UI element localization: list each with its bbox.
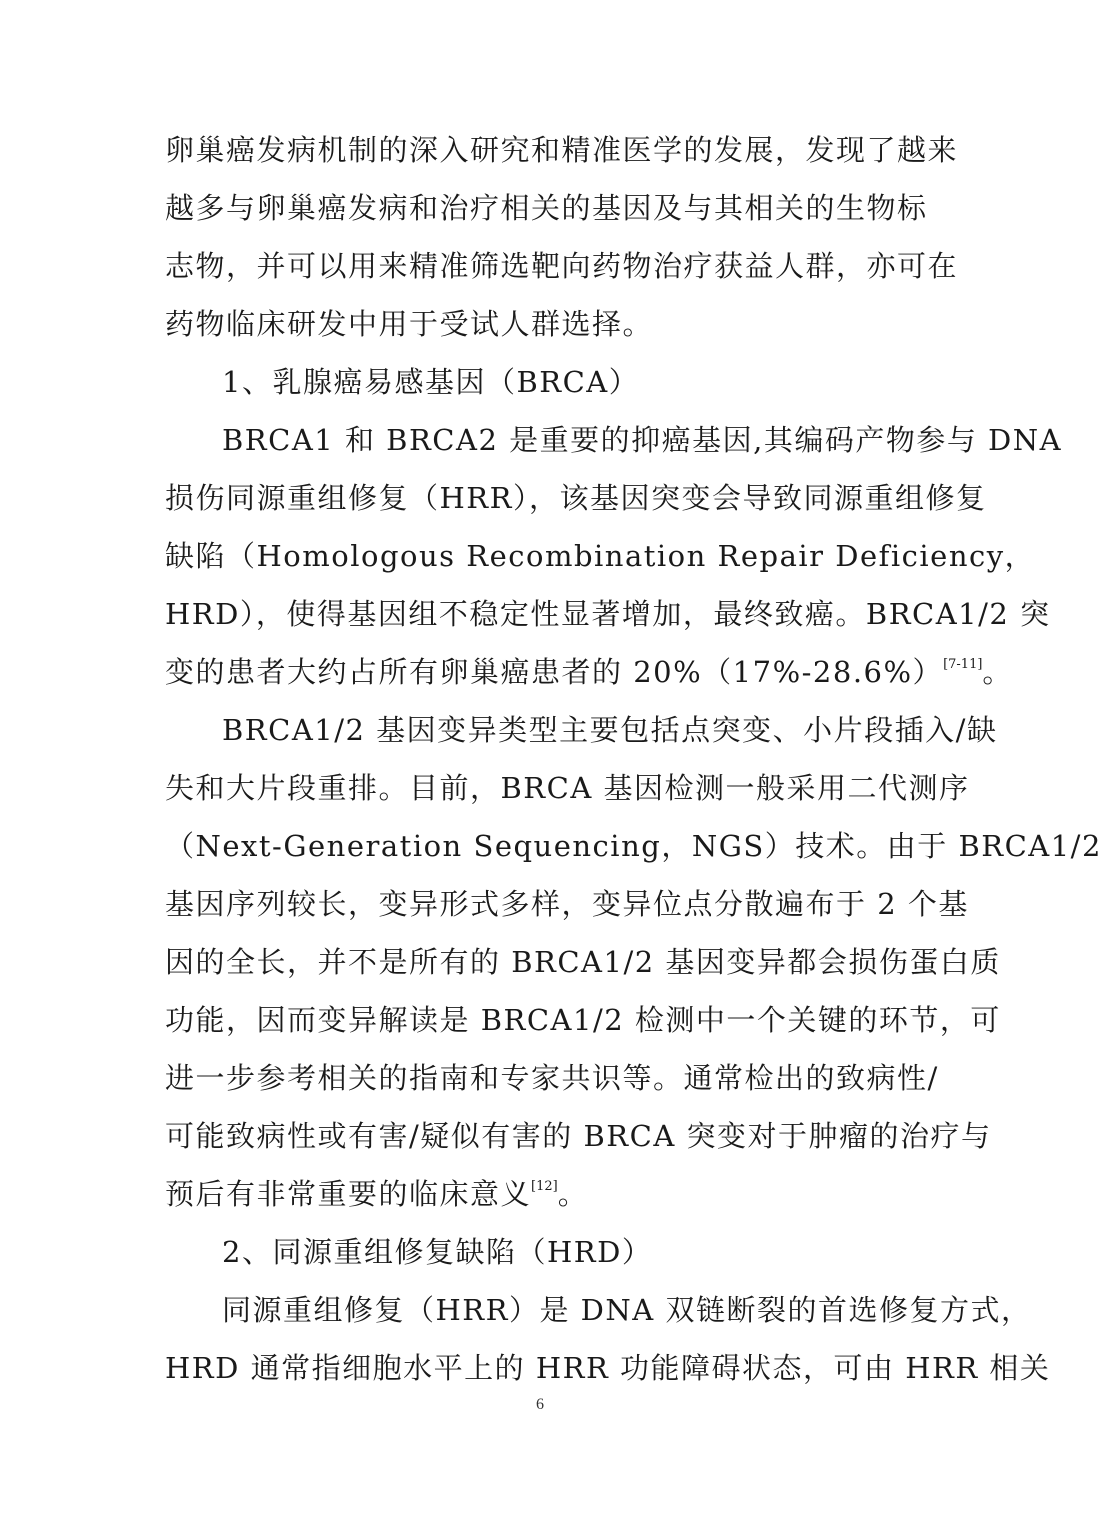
text-line: 志物，并可以用来精准筛选靶向药物治疗获益人群，亦可在 xyxy=(165,249,959,283)
text-line: 缺陷（Homologous Recombination Repair Deficiency， xyxy=(165,539,1036,573)
text-line: 基因序列较长，变异形式多样，变异位点分散遍布于 2 个基 xyxy=(165,887,969,921)
text-line: 越多与卵巢癌发病和治疗相关的基因及与其相关的生物标 xyxy=(165,191,928,225)
text-line: BRCA1 和 BRCA2 是重要的抑癌基因,其编码产物参与 DNA xyxy=(222,423,1063,457)
section-heading-brca: 1、乳腺癌易感基因（BRCA） xyxy=(222,365,640,399)
text-line: 药物临床研发中用于受试人群选择。 xyxy=(165,307,654,341)
text-line xyxy=(165,650,1013,694)
citation-reference: [7-11] xyxy=(943,657,983,672)
text-line: 可能致病性或有害/疑似有害的 BRCA 突变对于肿瘤的治疗与 xyxy=(165,1119,992,1153)
text-line: 损伤同源重组修复（HRR），该基因突变会导致同源重组修复 xyxy=(165,481,987,515)
text-line: 功能，因而变异解读是 BRCA1/2 检测中一个关键的环节，可 xyxy=(165,1003,1001,1037)
text-line: 同源重组修复（HRR）是 DNA 双链断裂的首选修复方式， xyxy=(222,1293,1032,1327)
text-line: HRD），使得基因组不稳定性显著增加，最终致癌。BRCA1/2 突 xyxy=(165,597,1051,631)
text-line-content: 预后有非常重要的临床意义 xyxy=(165,1177,532,1211)
text-line: 失和大片段重排。目前，BRCA 基因检测一般采用二代测序 xyxy=(165,771,970,805)
text-line: HRD 通常指细胞水平上的 HRR 功能障碍状态，可由 HRR 相关 xyxy=(165,1351,1051,1385)
text-line: 卵巢癌发病机制的深入研究和精准医学的发展，发现了越来 xyxy=(165,133,959,167)
text-line-content: 变的患者大约占所有卵巢癌患者的 20%（17%-28.6%） xyxy=(165,655,944,689)
text-line: 进一步参考相关的指南和专家共识等。通常检出的致病性/ xyxy=(165,1061,939,1095)
sentence-end-mark: 。 xyxy=(557,1177,589,1211)
text-line xyxy=(165,1172,588,1216)
text-line: BRCA1/2 基因变异类型主要包括点突变、小片段插入/缺 xyxy=(222,713,998,747)
text-line: 因的全长，并不是所有的 BRCA1/2 基因变异都会损伤蛋白质 xyxy=(165,945,1001,979)
citation-reference: [12] xyxy=(531,1179,558,1194)
text-line: （Next-Generation Sequencing，NGS）技术。由于 BRCA1/2 xyxy=(165,829,1102,863)
sentence-end-mark: 。 xyxy=(982,655,1013,689)
page-number: 6 xyxy=(536,1396,544,1413)
section-heading-hrd: 2、同源重组修复缺陷（HRD） xyxy=(222,1235,653,1269)
